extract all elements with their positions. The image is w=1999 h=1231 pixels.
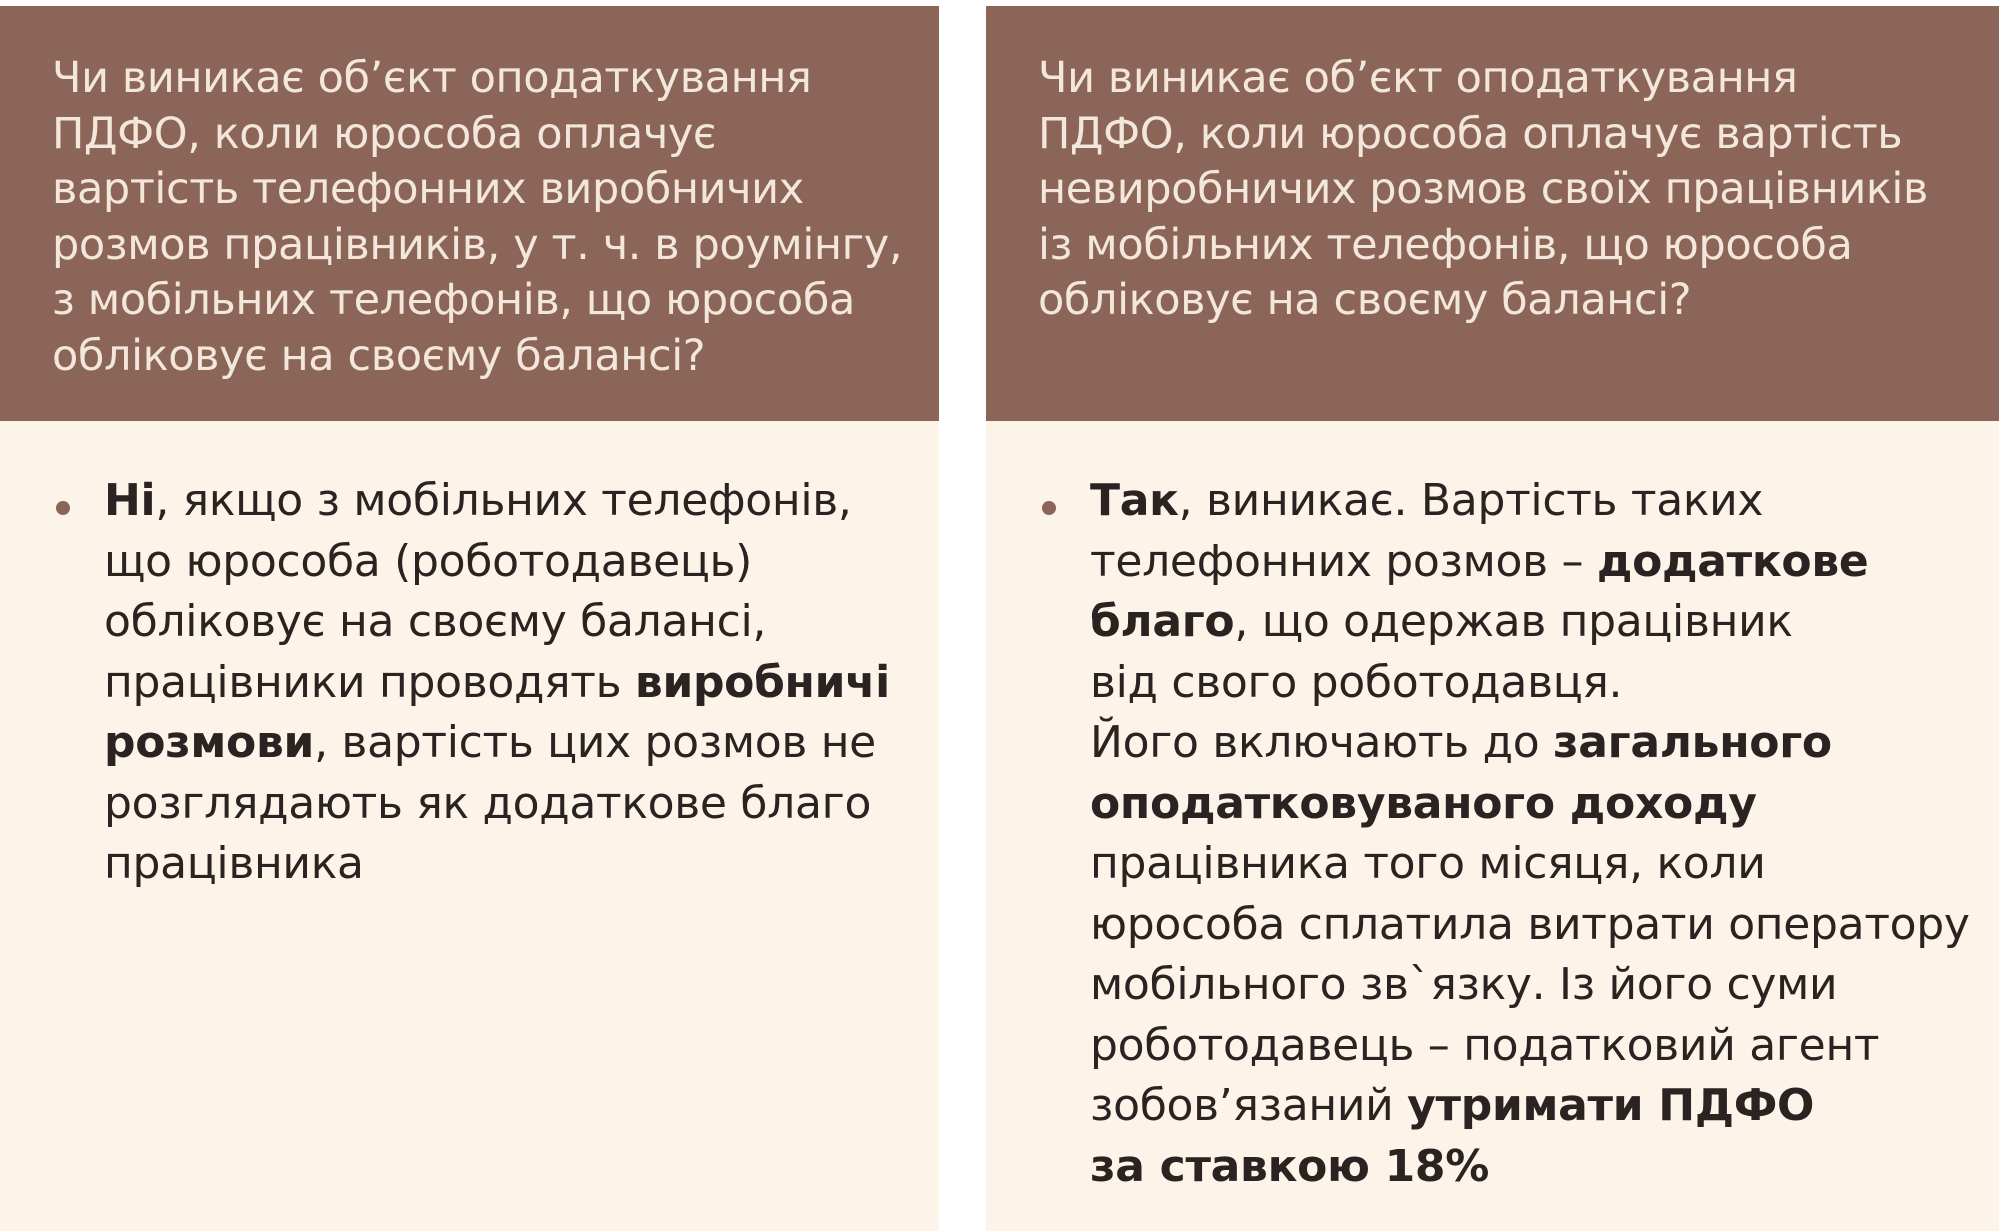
right-card [986,6,1999,1231]
right-answer-verdict: Так [1090,475,1179,526]
right-answer-emphasis: благо [1090,596,1235,647]
left-answer-text: , якщо з мобільних телефонів, [155,475,852,526]
right-answer-line-4: від свого роботодавця. [1090,656,1623,708]
right-answer-line-11 [1090,1076,1979,1137]
left-answer-emphasis: виробничі [634,656,890,708]
right-answer-line-2 [1090,532,1979,593]
right-answer [986,421,1999,1197]
right-answer-text: телефонних розмов – [1090,535,1597,587]
right-question-line-3: невиробничих розмов своїх працівників [1038,164,1928,214]
right-answer-text: , що одержав працівник [1234,596,1793,647]
right-answer-text: Його включають до [1090,717,1554,768]
left-answer-verdict: Ні [104,475,156,526]
right-answer-line-6 [1090,774,1979,835]
right-answer-text: зобов’язаний [1090,1080,1408,1131]
left-question-line-2: ПДФО, коли юрособа оплачує [52,108,717,159]
right-answer-line-10: роботодавець – податковий агент [1090,1019,1880,1071]
right-answer-emphasis: оподатковуваного доходу [1090,777,1757,829]
right-answer-line-3 [1090,592,1979,653]
left-question-line-5: з мобільних телефонів, що юрособа [52,275,855,325]
right-answer-line-9: мобільного зв`язку. Із його суми [1090,959,1838,1010]
left-answer-line-3: обліковує на своєму балансі, [104,596,767,647]
left-answer-line-7: працівника [104,838,364,889]
right-answer-line-7: працівника того місяця, коли [1090,838,1766,889]
left-answer-text: працівники проводять [104,656,635,708]
left-answer-emphasis: розмови [104,717,315,768]
right-question-line-4: із мобільних телефонів, що юрособа [1038,219,1853,270]
left-answer-line-2: що юрособа (роботодавець) [104,535,752,587]
left-question-line-4: розмов працівників, у т. ч. в роумінгу, [52,219,903,270]
bullet-icon [1042,501,1056,515]
left-question-header [0,6,939,421]
right-question-header [986,6,1999,421]
right-question-line-5: обліковує на своєму балансі? [1038,275,1692,325]
left-answer-line-5 [104,713,919,774]
right-answer-emphasis: загального [1553,717,1832,768]
right-question-line-2: ПДФО, коли юрособа оплачує вартість [1038,108,1903,159]
left-question-line-6: обліковує на своєму балансі? [52,330,706,381]
right-answer-text: , виникає. Вартість таких [1178,475,1764,526]
right-answer-line-5 [1090,713,1979,774]
left-answer-line-6: розглядають як додаткове благо [104,777,872,829]
right-question-line-1: Чи виникає об’єкт оподаткування [1038,53,1798,103]
left-question-line-1: Чи виникає об’єкт оподаткування [52,53,812,103]
bullet-icon [56,501,70,515]
left-card [0,6,939,1231]
right-answer-line-12 [1090,1137,1979,1198]
right-answer-line-8: юрособа сплатила витрати оператору [1090,898,1970,950]
right-answer-emphasis: за ставкою 18% [1090,1140,1489,1192]
right-answer-emphasis: утримати ПДФО [1407,1080,1815,1131]
left-answer-line-4 [104,653,919,714]
left-answer-line-1 [104,471,919,532]
left-question-line-3: вартість телефонних виробничих [52,164,804,214]
right-answer-line-1 [1090,471,1979,532]
right-answer-emphasis: додаткове [1596,535,1869,587]
left-answer [0,421,939,895]
left-answer-text: , вартість цих розмов не [314,717,876,768]
